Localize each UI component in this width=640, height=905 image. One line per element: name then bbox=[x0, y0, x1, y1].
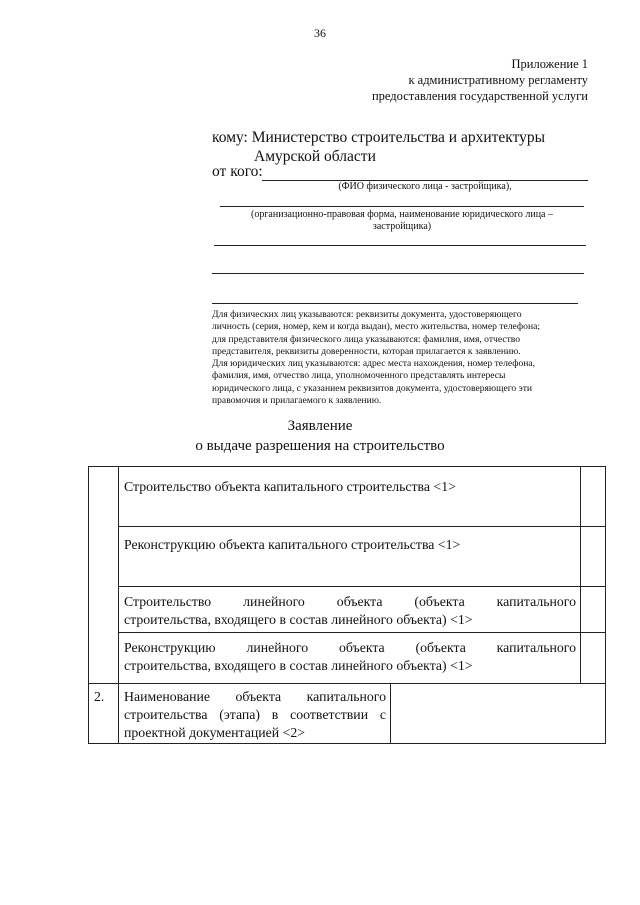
sender-extra-line-2[interactable] bbox=[212, 273, 584, 274]
table-border-bottom bbox=[88, 743, 606, 744]
table-row-5-number: 2. bbox=[94, 689, 105, 704]
sender-label: от кого: bbox=[212, 163, 263, 180]
table-row-3-line-2: строительства, входящего в состав линейного объекта) <1> bbox=[124, 612, 473, 627]
note-line: Для физических лиц указываются: реквизиты документа, удостоверяющего bbox=[212, 309, 522, 320]
appendix-line-2: к административному регламенту bbox=[408, 73, 588, 87]
table-row-5-value-field[interactable] bbox=[391, 684, 605, 743]
table-row-line bbox=[118, 586, 606, 587]
table-row-3 bbox=[124, 593, 576, 629]
table-col-divider bbox=[118, 466, 119, 744]
sender-extra-line-3[interactable] bbox=[212, 303, 578, 304]
table-row-line bbox=[118, 526, 606, 527]
table-row-2: Реконструкцию объекта капитального строительства <1> bbox=[124, 537, 461, 552]
document-title: Заявление bbox=[287, 418, 353, 434]
table-row-4 bbox=[124, 639, 576, 675]
table-row-4-line-1: Реконструкцию линейного объекта (объекта капитального bbox=[124, 640, 576, 655]
appendix-line-1: Приложение 1 bbox=[511, 57, 588, 71]
instruction-note bbox=[212, 309, 584, 407]
note-line: для представителя физического лица указываются: фамилия, имя, отчество bbox=[212, 333, 521, 345]
appendix-line-3: предоставления государственной услуги bbox=[371, 89, 588, 103]
table-row-4-line-2: строительства, входящего в состав линейного объекта) <1> bbox=[124, 658, 473, 673]
sender-caption-legal-line-1: (организационно-правовая форма, наименование юридического лица – bbox=[251, 209, 553, 220]
table-row-1-checkbox[interactable] bbox=[581, 467, 605, 525]
note-line: юридического лица, с указанием реквизитов документа, удостоверяющего эти bbox=[212, 382, 533, 394]
table-row-5-label bbox=[124, 688, 386, 742]
application-table bbox=[88, 466, 606, 744]
table-row-5-line-3: проектной документацией <2> bbox=[124, 725, 306, 740]
recipient-block bbox=[212, 128, 545, 166]
sender-caption-legal-line-2: застройщика) bbox=[372, 221, 432, 232]
table-row-line bbox=[118, 632, 606, 633]
page-number: 36 bbox=[314, 26, 326, 40]
note-line: Для юридических лиц указываются: адрес места нахождения, номер телефона, bbox=[212, 358, 536, 370]
sender-org-line[interactable] bbox=[220, 206, 584, 207]
table-border-left bbox=[88, 466, 89, 744]
table-row-3-checkbox[interactable] bbox=[581, 587, 605, 631]
note-line: правомочия и прилагаемого к заявлению. bbox=[212, 395, 382, 407]
recipient-line-2: Амурской области bbox=[254, 148, 376, 165]
document-subtitle: о выдаче разрешения на строительство bbox=[195, 438, 445, 454]
table-row-5-line-2: строительства (этапа) в соответствии с bbox=[124, 707, 386, 722]
table-border-top bbox=[88, 466, 606, 467]
note-line: личность (серия, номер, кем и когда выдан), место жительства, номер телефона; bbox=[212, 321, 540, 333]
table-row-4-checkbox[interactable] bbox=[581, 633, 605, 682]
sender-caption-legal bbox=[212, 209, 592, 233]
sender-caption-individual: (ФИО физического лица - застройщика), bbox=[338, 181, 512, 192]
recipient-line-1: кому: Министерство строительства и архитектуры bbox=[212, 129, 546, 146]
appendix-header bbox=[372, 56, 588, 104]
table-row-5-line-1: Наименование объекта капитального bbox=[124, 689, 386, 704]
table-row-3-line-1: Строительство линейного объекта (объекта капитального bbox=[124, 594, 576, 609]
note-line: фамилия, имя, отчество лица, уполномоченного представлять интересы bbox=[212, 370, 506, 382]
table-row-2-checkbox[interactable] bbox=[581, 527, 605, 585]
note-line: представителя, реквизиты доверенности, которая прилагается к заявлению. bbox=[212, 345, 521, 357]
sender-extra-line-1[interactable] bbox=[214, 245, 586, 246]
table-row-1: Строительство объекта капитального строительства <1> bbox=[124, 479, 456, 494]
table-border-right bbox=[605, 466, 606, 744]
